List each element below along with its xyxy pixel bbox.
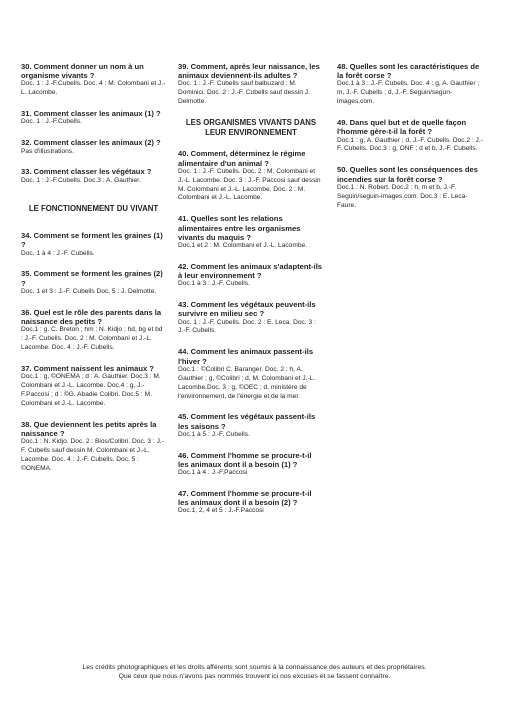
credit-entry bbox=[178, 214, 324, 251]
entry-credits: Doc. 1 et 3 : J.-F. Cubells Doc. 5 : J. Delmotte. bbox=[21, 287, 157, 295]
entry-question: 44. Comment les animaux passent-ils l'hiver ? bbox=[178, 347, 314, 366]
entry-question: 47. Comment l'homme se procure-t-il les animaux dont il a besoin (2) ? bbox=[178, 489, 312, 508]
entry-question: 36. Quel est le rôle des parents dans la naissance des petits ? bbox=[21, 307, 162, 326]
credit-entry bbox=[178, 489, 324, 516]
entry-question: 49. Dans quel but et de quelle façon l'homme gère-t-il la forêt ? bbox=[337, 118, 467, 137]
entry-question: 42. Comment les animaux s'adaptent-ils à leur environnement ? bbox=[178, 261, 323, 281]
credit-entry bbox=[178, 262, 324, 289]
entry-credits: Doc. 1 à 4 : J.-F. Cubells. bbox=[21, 249, 95, 257]
entry-credits: Doc. 1 : J.-F.Cubells. Doc.3 : A. Gauthier. bbox=[21, 176, 141, 184]
entry-credits: Doc. 1 : J.-F.Cubells. Doc. 4 : M. Colombani et J.-L. Lacombe. bbox=[21, 80, 166, 97]
entry-credits: Doc. 1 : J.-F. Cubells sauf balbuzard : M. Dominici. Doc. 2 : J.-F. Cubells sauf dessin J. Delmotte. bbox=[178, 80, 310, 106]
entry-credits: Doc.1 à 3 : J.-F. Cubells. Doc. 4 : g, A. Gauthier ; m, J.-F. Cubells ; d, J.-F. Seguin/segun-images.com. bbox=[337, 80, 480, 106]
footer-line-1: Les crédits photographiques et les droits afférents sont soumis à la connaissance des auteurs et des propriétaires. bbox=[82, 664, 427, 671]
credit-entry bbox=[178, 347, 324, 401]
credit-entry bbox=[21, 364, 166, 409]
credit-entry bbox=[21, 138, 166, 156]
entry-credits: Doc.1 à 4 : J.-F.Paccosi bbox=[178, 469, 248, 477]
column-1 bbox=[21, 62, 166, 485]
entry-question: 33. Comment classer les végétaux ? bbox=[21, 167, 152, 177]
credit-entry bbox=[21, 167, 166, 185]
entry-credits: Doc.1 : N. Robert. Doc.2 : h, m et b, J.-F. Seguin/seguin-images.com. Doc.3 : E. Leca-Faure. bbox=[337, 183, 468, 209]
column-3 bbox=[337, 62, 483, 221]
entry-credits: Doc.1 : ©Colibri C. Baranger. Doc. 2 : h, A. Gauthier ; g, ©Colibri ; d, M. Colombani et J.-L. Lacombe.Doc. 3 : g, ©OEC ; d, ministère de l'environnement, de l'énergie et de la mer. bbox=[178, 365, 316, 400]
entry-question: 30. Comment donner un nom à un organisme vivants ? bbox=[21, 62, 144, 81]
credit-entry bbox=[178, 149, 324, 203]
entry-question: 46. Comment l'homme se procure-t-il les animaux dont il a besoin (1) ? bbox=[178, 450, 312, 469]
credit-entry bbox=[178, 412, 324, 439]
entry-question: 41. Quelles sont les relations alimentaires entre les organismes vivants du maquis ? bbox=[178, 214, 301, 242]
credit-entry bbox=[21, 308, 166, 353]
credit-entry bbox=[21, 269, 166, 296]
entry-credits: Doc. 1 : J.-F. Cubells. Doc. 2 : M. Colombani et J.-L. Lacombe. Doc. 3 : J.-F. Paccosi sauf dessin M. Colombani et J.-L. Lacombe. Doc. 2 : M. Colombani et J.-L. Lacombe. bbox=[178, 167, 321, 202]
section-heading: LES ORGANISMES VIVANTS DANS LEUR ENVIRONNEMENT bbox=[185, 118, 317, 137]
entry-credits: Doc. 1 : J.-F. Cubells. Doc. 2 : E. Leca. Doc. 3 : J.-F. Cubells. bbox=[178, 318, 316, 335]
entry-question: 43. Comment les végétaux peuvent-ils survivre en milieu sec ? bbox=[178, 300, 316, 319]
entry-question: 38. Que deviennent les petits après la naissance ? bbox=[21, 419, 157, 438]
entry-question: 48. Quelles sont les caractéristiques de la forêt corse ? bbox=[337, 62, 480, 81]
entry-credits: Pas d'illustrations. bbox=[21, 147, 74, 155]
entry-credits: Doc.1 : g. C. Breton ; hm : N. Kidjo ; hd, bg et bd : J.-F. Cubells. Doc. 2 : M. Colombani et J.-L. Lacombe. Doc. 4 : J.-F. Cubells. bbox=[21, 326, 163, 351]
entry-credits: Doc.1, 2, 4 et 5 : J.-F.Paccosi bbox=[178, 507, 264, 515]
entry-question: 40. Comment, déterminez le régime alimentaire d'un animal ? bbox=[178, 149, 306, 168]
entry-question: 39. Comment, après leur naissance, les animaux deviennent-ils adultes ? bbox=[178, 62, 320, 81]
credit-entry bbox=[178, 300, 324, 336]
section-heading: LE FONCTIONNEMENT DU VIVANT bbox=[28, 203, 159, 213]
entry-credits: Doc.1 à 5 : J.-F. Cubells. bbox=[178, 430, 250, 438]
entry-question: 31. Comment classer les animaux (1) ? bbox=[21, 109, 161, 119]
credit-entry bbox=[337, 118, 483, 154]
credit-entry bbox=[337, 165, 483, 210]
entry-credits: Doc.1 : g, A. Gauthier ; d, J.-F. Cubells. Doc.2 : J.-F. Cubells. Doc.3 : g, ONF ; d et b, J.-F. Cubells. bbox=[337, 136, 483, 153]
entry-credits: Doc.1 et 2 : M. Colombani et J.-L. Lacombe. bbox=[178, 241, 308, 249]
entry-credits: Doc.1 : g, ©ONEMA ; d : A. Gauthier. Doc.3 : M. Colombani et J.-L. Lacombe. Doc.4 : g, J.-F.Paccosi ; d : ©G. Abadie Colibri. Doc.5 : M. Colombani et J.-L. Lacombe. bbox=[21, 373, 161, 407]
entry-question: 32. Comment classer les animaux (2) ? bbox=[21, 138, 161, 148]
entry-credits: Doc.1 à 3 : J.-F. Cubells. bbox=[178, 280, 250, 288]
entry-question: 37. Comment naissent les animaux ? bbox=[21, 363, 154, 373]
entry-credits: Doc.1 : N. Kidjo. Doc. 2 : Bios/Colibri. Doc. 3 : J.-F. Cubells sauf dessin M. Colombani et J.-L. Lacombe. Doc. 4 : J.-F. Cubells. Doc. 5 : ©ONEMA. bbox=[21, 438, 164, 472]
entry-credits: Doc. 1 : J.-F.Cubells. bbox=[21, 118, 82, 126]
credit-entry bbox=[178, 451, 324, 478]
column-2 bbox=[178, 62, 324, 527]
credits-footer bbox=[0, 663, 509, 682]
footer-line-2: Que ceux que nous n'avons pas nommés trouvent ici nos excuses et se fassent connaître. bbox=[118, 673, 391, 681]
entry-question: 34. Comment se forment les graines (1) ? bbox=[21, 231, 163, 250]
entry-question: 45. Comment les végétaux passent-ils les saisons ? bbox=[178, 412, 316, 431]
credit-entry bbox=[21, 109, 166, 127]
credit-entry bbox=[21, 420, 166, 474]
credit-entry bbox=[21, 62, 166, 98]
entry-question: 50. Quelles sont les conséquences des incendies sur la forêt corse ? bbox=[337, 165, 478, 184]
entry-question: 35. Comment se forment les graines (2) ? bbox=[21, 269, 163, 288]
credit-entry bbox=[337, 62, 483, 107]
credit-entry bbox=[178, 62, 324, 107]
credit-entry bbox=[21, 231, 166, 258]
